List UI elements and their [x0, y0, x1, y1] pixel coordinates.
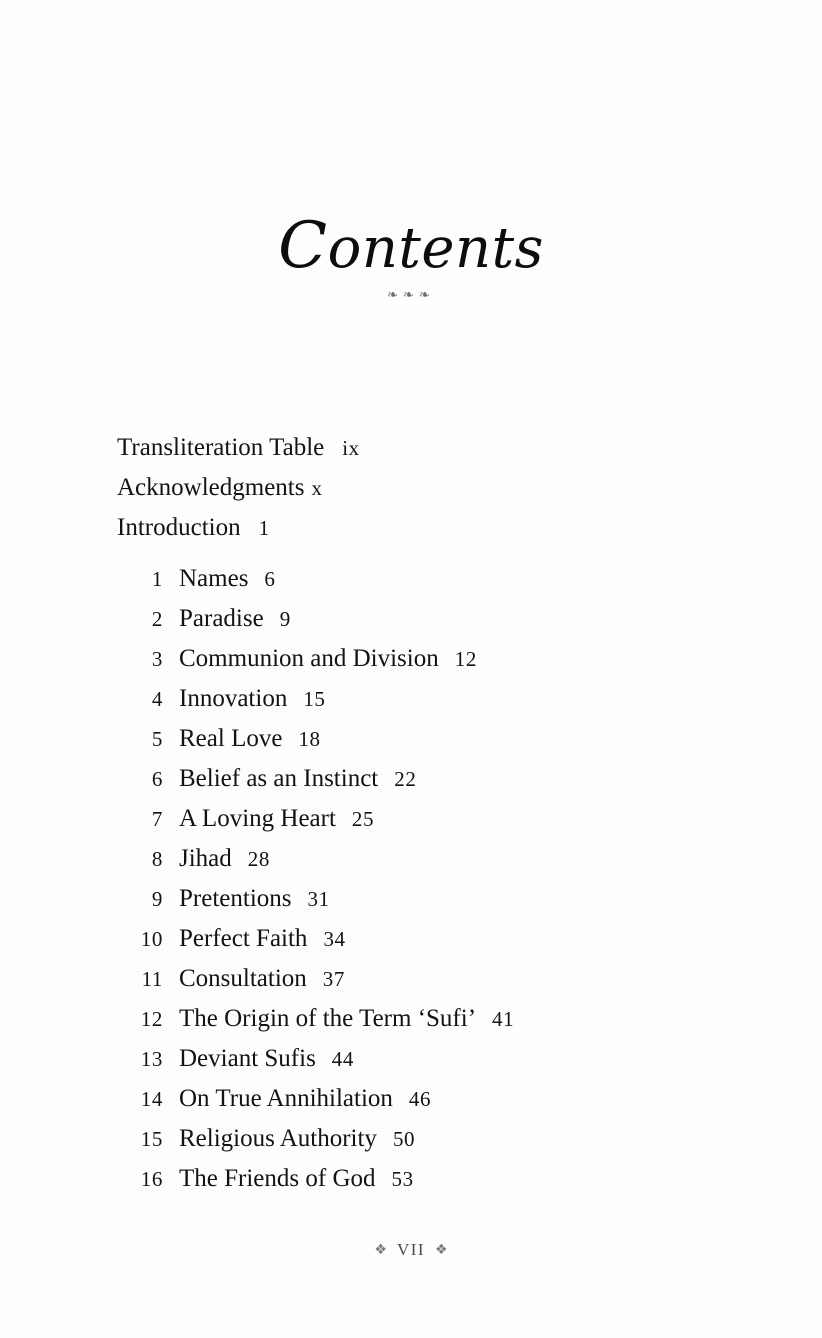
chapter-title: The Origin of the Term ‘Sufi’	[179, 1005, 477, 1032]
chapter-title: Religious Authority	[179, 1125, 377, 1152]
front-matter-list	[117, 428, 717, 548]
chapter-page-number: 9	[279, 607, 291, 631]
page-footer	[0, 1240, 822, 1260]
chapter-row[interactable]	[117, 925, 757, 965]
chapter-row[interactable]	[117, 565, 757, 605]
chapter-row[interactable]	[117, 765, 757, 805]
title-ornament-icon: ❧❧❧	[387, 288, 435, 303]
front-matter-row[interactable]	[117, 428, 717, 468]
chapter-row[interactable]	[117, 1085, 757, 1125]
chapter-number: 13	[140, 1047, 163, 1071]
chapter-row[interactable]	[117, 1125, 757, 1165]
front-matter-label: Introduction	[117, 514, 241, 541]
chapter-row[interactable]	[117, 965, 757, 1005]
chapter-number: 16	[140, 1167, 163, 1191]
chapter-page-number: 34	[323, 927, 346, 951]
front-matter-row[interactable]	[117, 508, 717, 548]
chapter-title: Paradise	[179, 605, 264, 632]
chapter-number: 3	[151, 647, 163, 671]
front-matter-page-number: x	[311, 476, 323, 500]
chapter-number: 11	[141, 967, 163, 991]
front-matter-label: Acknowledgments	[117, 474, 305, 501]
chapter-title: Deviant Sufis	[179, 1045, 316, 1072]
front-matter-row[interactable]	[117, 468, 717, 508]
chapter-title: On True Annihilation	[179, 1085, 393, 1112]
front-matter-label: Transliteration Table	[117, 434, 325, 461]
front-matter-page-number: ix	[342, 436, 360, 460]
chapter-title: Innovation	[179, 685, 288, 712]
chapter-title: Belief as an Instinct	[179, 765, 379, 792]
front-matter-page-number: 1	[258, 516, 270, 540]
chapter-number: 2	[151, 607, 163, 631]
chapter-title: Communion and Division	[179, 645, 439, 672]
chapter-page-number: 12	[454, 647, 477, 671]
chapter-row[interactable]	[117, 605, 757, 645]
chapter-page-number: 41	[492, 1007, 515, 1031]
chapter-number: 12	[140, 1007, 163, 1031]
chapter-page-number: 6	[264, 567, 276, 591]
chapter-page-number: 15	[303, 687, 326, 711]
chapter-row[interactable]	[117, 885, 757, 925]
chapter-number: 7	[151, 807, 163, 831]
chapter-number: 9	[151, 887, 163, 911]
chapter-number: 15	[140, 1127, 163, 1151]
chapter-number: 8	[151, 847, 163, 871]
chapter-row[interactable]	[117, 1045, 757, 1085]
chapter-page-number: 37	[322, 967, 345, 991]
page-title-block	[0, 209, 822, 303]
chapter-page-number: 22	[394, 767, 417, 791]
chapter-title: The Friends of God	[179, 1165, 376, 1192]
footer-left-wing-icon: ❖	[374, 1242, 387, 1258]
chapter-page-number: 25	[351, 807, 375, 831]
footer-right-wing-icon: ❖	[435, 1242, 448, 1258]
page-title: Contents	[278, 209, 544, 283]
chapter-row[interactable]	[117, 1005, 757, 1045]
chapter-title: Names	[179, 565, 249, 592]
chapter-row[interactable]	[117, 685, 757, 725]
chapter-page-number: 53	[391, 1167, 414, 1191]
chapter-page-number: 28	[247, 847, 270, 871]
chapter-list	[117, 565, 757, 1205]
chapter-number: 4	[151, 687, 163, 711]
chapter-page-number: 50	[392, 1127, 416, 1151]
chapter-number: 1	[151, 567, 163, 591]
chapter-title: Consultation	[179, 965, 307, 992]
chapter-row[interactable]	[117, 725, 757, 765]
chapter-number: 10	[140, 927, 163, 951]
chapter-row[interactable]	[117, 645, 757, 685]
chapter-row[interactable]	[117, 805, 757, 845]
chapter-title: Jihad	[179, 845, 232, 872]
chapter-row[interactable]	[117, 845, 757, 885]
chapter-number: 14	[140, 1087, 163, 1111]
chapter-title: Pretentions	[179, 885, 292, 912]
chapter-page-number: 18	[298, 727, 321, 751]
chapter-page-number: 46	[408, 1087, 432, 1111]
chapter-title: A Loving Heart	[179, 805, 336, 832]
chapter-row[interactable]	[117, 1165, 757, 1205]
chapter-page-number: 31	[307, 887, 330, 911]
chapter-title: Real Love	[179, 725, 283, 752]
chapter-title: Perfect Faith	[179, 925, 308, 952]
chapter-number: 5	[151, 727, 163, 751]
folio-number: VII	[396, 1240, 426, 1259]
chapter-page-number: 44	[331, 1047, 354, 1071]
chapter-number: 6	[151, 767, 163, 791]
